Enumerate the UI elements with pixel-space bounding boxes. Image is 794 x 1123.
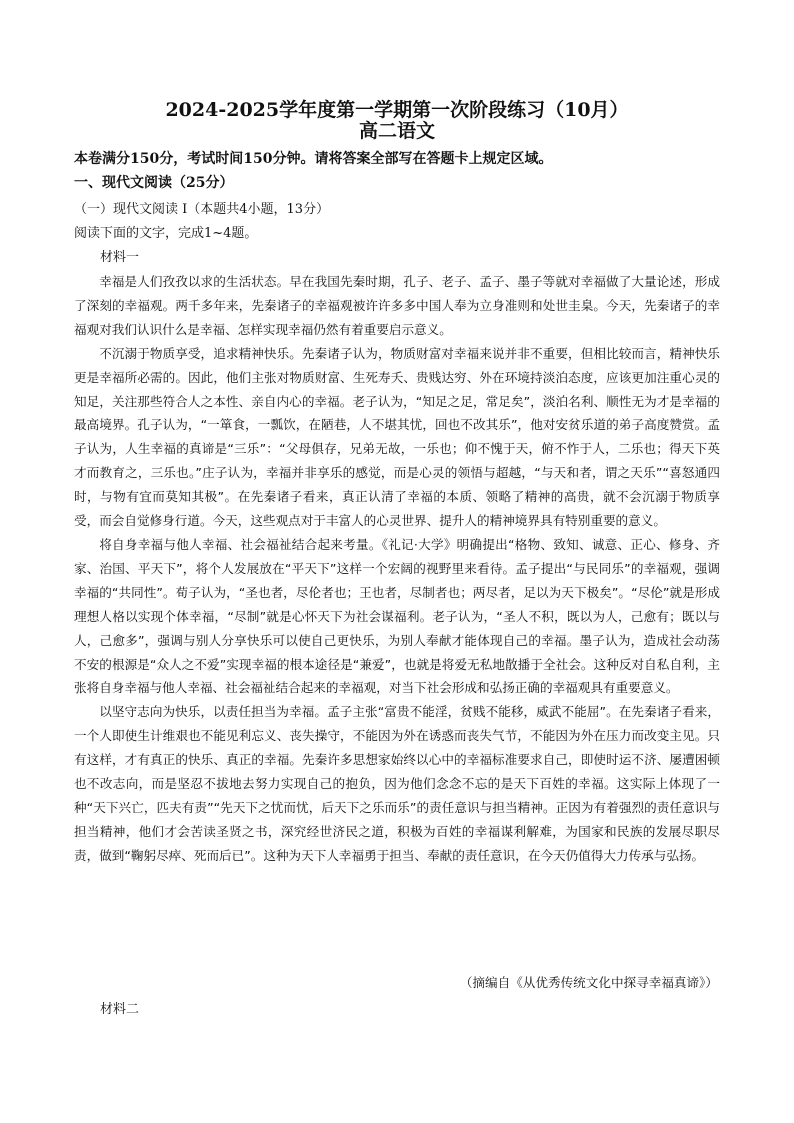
- material-one-source: （摘编自《从优秀传统文化中探寻幸福真谛》）: [459, 975, 718, 990]
- paragraph-2: 不沉溺于物质享受，追求精神快乐。先秦诸子认为，物质财富对幸福来说并非不重要，但相比较而言，精神快乐更是幸福所必需的。因此，他们主张对物质财富、生死寿夭、贵贱达穷、外在环境持淡泊态度，应该更加注重心灵的知足，关注那些符合人之本性、亲自内心的幸福。老子认为，“知足之足，常足矣”，淡泊名利、顺性无为才是幸福的最高境界。孔子认为，“一箪食，一瓢饮，在陋巷，人不堪其忧，回也不改其乐”，他对安贫乐道的弟子高度赞赏。孟子认为，人生幸福的真谛是“三乐”：“父母俱存，兄弟无故，一乐也；仰不愧于天，俯不怍于人，二乐也；得天下英才而教育之，三乐也。”庄子认为，幸福并非享乐的感觉，而是心灵的领悟与超越，“与天和者，谓之天乐”“喜怒通四时，与物有宜而莫知其极”。在先秦诸子看来，真正认清了幸福的本质、领略了精神的高贵，就不会沉溺于物质享受，而会自觉修身行道。今天，这些观点对于丰富人的心灵世界、提升人的精神境界具有特别重要的意义。: [74, 345, 720, 529]
- exam-notice: 本卷满分150分，考试时间150分钟。请将答案全部写在答题卡上规定区域。: [74, 151, 553, 167]
- section-title: 一、现代文阅读（25分）: [74, 175, 234, 191]
- subject-title: 高二语文: [358, 120, 435, 142]
- exam-title: 2024-2025学年度第一学期第一次阶段练习（10月）: [165, 99, 629, 121]
- paragraph-3: 将自身幸福与他人幸福、社会福祉结合起来考量。《礼记·大学》明确提出“格物、致知、诚意、正心、修身、齐家、治国、平天下”，将个人发展放在“平天下”这样一个宏阔的视野里来看待。孟子提出“与民同乐”的幸福观，强调幸福的“共同性”。荀子认为，“圣也者，尽伦者也；王也者，尽制者也；两尽者，足以为天下极矣”。“尽伦”就是形成理想人格以实现个体幸福，“尽制”就是心怀天下为社会谋福利。老子认为，“圣人不积，既以为人，己愈有；既以与人，己愈多”，强调与别人分享快乐可以使自己更快乐，为别人奉献才能体现自己的幸福。墨子认为，造成社会动荡不安的根源是“众人之不爱”实现幸福的根本途径是“兼爱”，也就是将爱无私地散播于全社会。这种反对自私自利，主张将自身幸福与他人幸福、社会福祉结合起来的幸福观，对当下社会形成和弘扬正确的幸福观具有重要意义。: [74, 536, 720, 696]
- paragraph-4: 以坚守志向为快乐，以责任担当为幸福。孟子主张“富贵不能淫，贫贱不能移，威武不能屈”。在先秦诸子看来，一个人即使生计维艰也不能见利忘义、丧失操守，不能因为外在诱惑而丧失气节，不能因为外在压力而改变主见。只有这样，才有真正的快乐、真正的幸福。先秦许多思想家始终以心中的幸福标准要求自己，即使时运不济、屡遭困顿也不改志向，而是坚忍不拔地去努力实现自己的抱负，因为他们念念不忘的是天下百姓的幸福。这实际上体现了一种“天下兴亡，匹夫有责”“先天下之忧而忧，后天下之乐而乐”的责任意识与担当精神。正因为有着强烈的责任意识与担当精神，他们才会苦读圣贤之书，深究经世济民之道，积极为百姓的幸福谋利解难，为国家和民族的发展尽职尽责，做到“鞠躬尽瘁、死而后已”。这种为天下人幸福勇于担当、奉献的责任意识，在今天仍值得大力传承与弘扬。: [74, 704, 720, 863]
- paragraph-1: 幸福是人们孜孜以求的生活状态。早在我国先秦时期，孔子、老子、孟子、墨子等就对幸福做了大量论述，形成了深刻的幸福观。两千多年来，先秦诸子的幸福观被许许多多中国人奉为立身准则和处世圭臬。今天，先秦诸子的幸福观对我们认识什么是幸福、怎样实现幸福仍然有着重要启示意义。: [74, 274, 720, 337]
- reading-instruction: 阅读下面的文字，完成1~4题。: [74, 226, 258, 241]
- material-one-label: 材料一: [100, 250, 140, 265]
- material-two-label: 材料二: [100, 1002, 140, 1017]
- material-one-body: [74, 270, 720, 868]
- section-subtitle: （一）现代文阅读 I（本题共4小题，13分）: [74, 202, 330, 217]
